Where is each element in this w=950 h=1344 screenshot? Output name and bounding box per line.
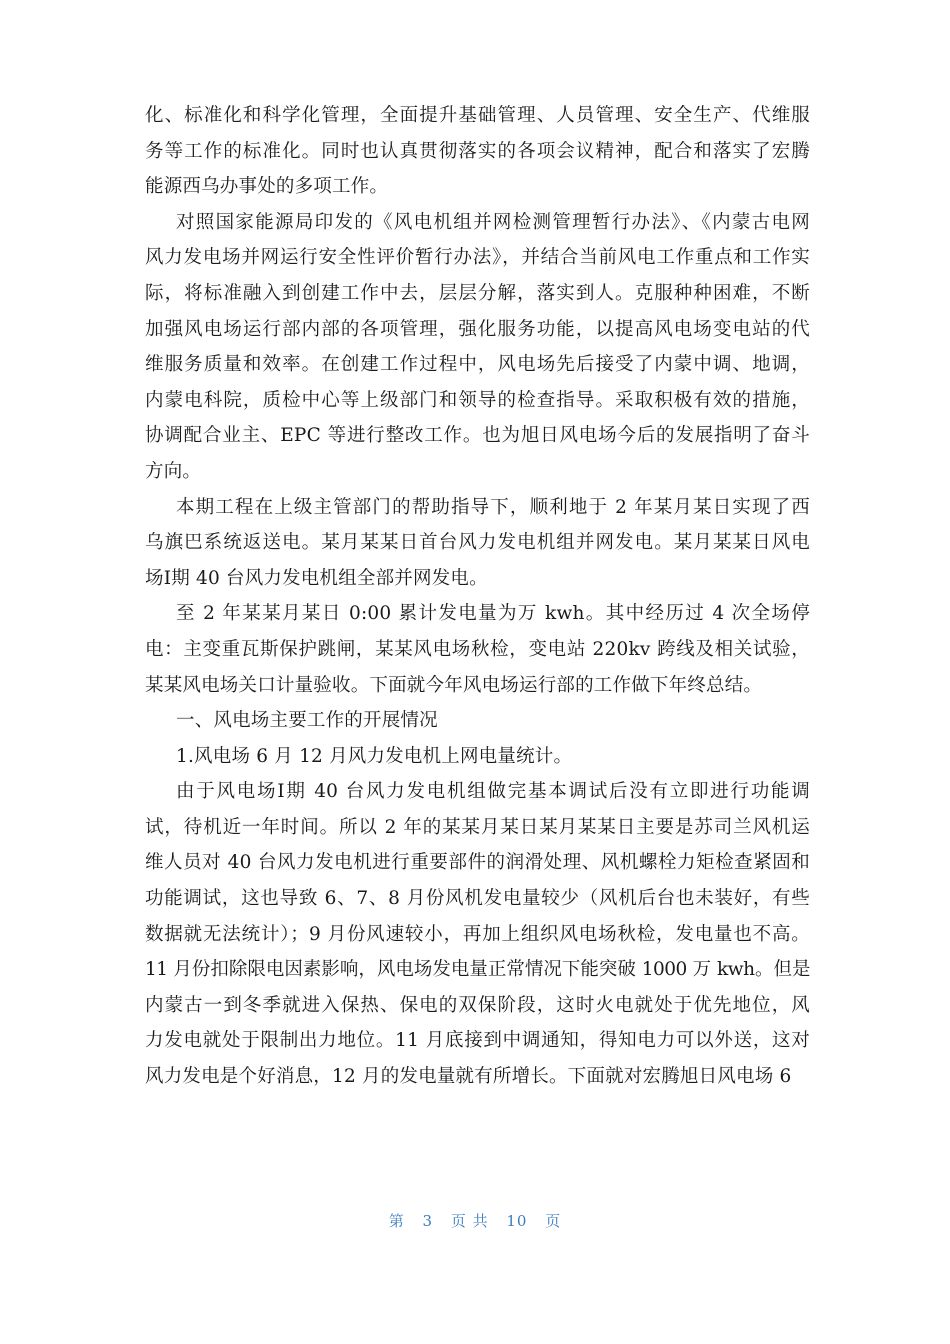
text-line: 一、风电场主要工作的开展情况 [176,710,438,732]
text-line: 乌旗巴系统返送电。某月某某日首台风力发电机组并网发电。某月某某日风电 [145,532,810,554]
text-line: 化、标准化和科学化管理，全面提升基础管理、人员管理、安全生产、代维服 [145,105,810,126]
text-line: 维人员对 40 台风力发电机进行重要部件的润滑处理、风机螺栓力矩检查紧固和 [145,852,810,874]
paragraph [145,703,810,739]
paragraph [145,205,810,490]
text-line: 力发电就处于限制出力地位。11 月底接到中调通知，得知电力可以外送，这对 [145,1030,810,1052]
text-line: 协调配合业主、EPC 等进行整改工作。也为旭日风电场今后的发展指明了奋斗 [145,425,810,447]
document-body [145,98,810,1095]
footer-prefix: 第 [388,1212,405,1230]
text-line: 试，待机近一年时间。所以 2 年的某某月某日某月某某日主要是苏司兰风机运 [145,816,810,838]
text-line: 对照国家能源局印发的《风电机组并网检测管理暂行办法》、《内蒙古电网 [176,211,810,233]
text-line: 11 月份扣除限电因素影响，风电场发电量正常情况下能突破 1000 万 kwh。但是 [145,959,810,981]
footer-suffix: 页 [545,1212,562,1230]
footer-total-pages: 10 [506,1212,528,1230]
paragraph [145,596,810,703]
text-line: 维服务质量和效率。在创建工作过程中，风电场先后接受了内蒙中调、地调， [145,354,810,376]
text-line: 由于风电场Ⅰ期 40 台风力发电机组做完基本调试后没有立即进行功能调 [176,781,810,803]
page-footer [0,1210,950,1231]
text-line: 风力发电场并网运行安全性评价暂行办法》，并结合当前风电工作重点和工作实 [145,247,810,269]
paragraph [145,739,810,775]
text-line: 某某风电场关口计量验收。下面就今年风电场运行部的工作做下年终总结。 [145,674,763,696]
text-line: 方向。 [145,460,202,482]
paragraph [145,98,810,205]
text-line: 际，将标准融入到创建工作中去，层层分解，落实到人。克服种种困难，不断 [145,282,810,304]
text-line: 务等工作的标准化。同时也认真贯彻落实的各项会议精神，配合和落实了宏腾 [145,140,810,162]
text-line: 加强风电场运行部内部的各项管理，强化服务功能，以提高风电场变电站的代 [145,318,810,340]
text-line: 内蒙古一到冬季就进入保热、保电的双保阶段，这时火电就处于优先地位，风 [145,994,810,1016]
text-line: 电：主变重瓦斯保护跳闸，某某风电场秋检，变电站 220kv 跨线及相关试验， [145,638,810,660]
paragraph [145,490,810,597]
text-line: 功能调试，这也导致 6、7、8 月份风机发电量较少（风机后台也未装好，有些 [145,888,810,910]
text-line: 至 2 年某某月某日 0:00 累计发电量为万 kwh。其中经历过 4 次全场停 [176,603,810,625]
footer-current-page: 3 [422,1212,434,1230]
paragraph [145,774,810,1094]
text-line: 本期工程在上级主管部门的帮助指导下，顺利地于 2 年某月某日实现了西 [176,496,810,518]
text-line: 1.风电场 6 月 12 月风力发电机上网电量统计。 [176,745,573,767]
text-line: 内蒙电科院，质检中心等上级部门和领导的检查指导。采取积极有效的措施， [145,389,810,411]
text-line: 数据就无法统计）；9 月份风速较小，再加上组织风电场秋检，发电量也不高。 [145,923,810,945]
footer-middle: 页 共 [450,1212,489,1230]
text-line: 场Ⅰ期 40 台风力发电机组全部并网发电。 [145,567,488,589]
text-line: 风力发电是个好消息，12 月的发电量就有所增长。下面就对宏腾旭日风电场 6 [145,1066,792,1088]
text-line: 能源西乌办事处的多项工作。 [145,176,389,198]
